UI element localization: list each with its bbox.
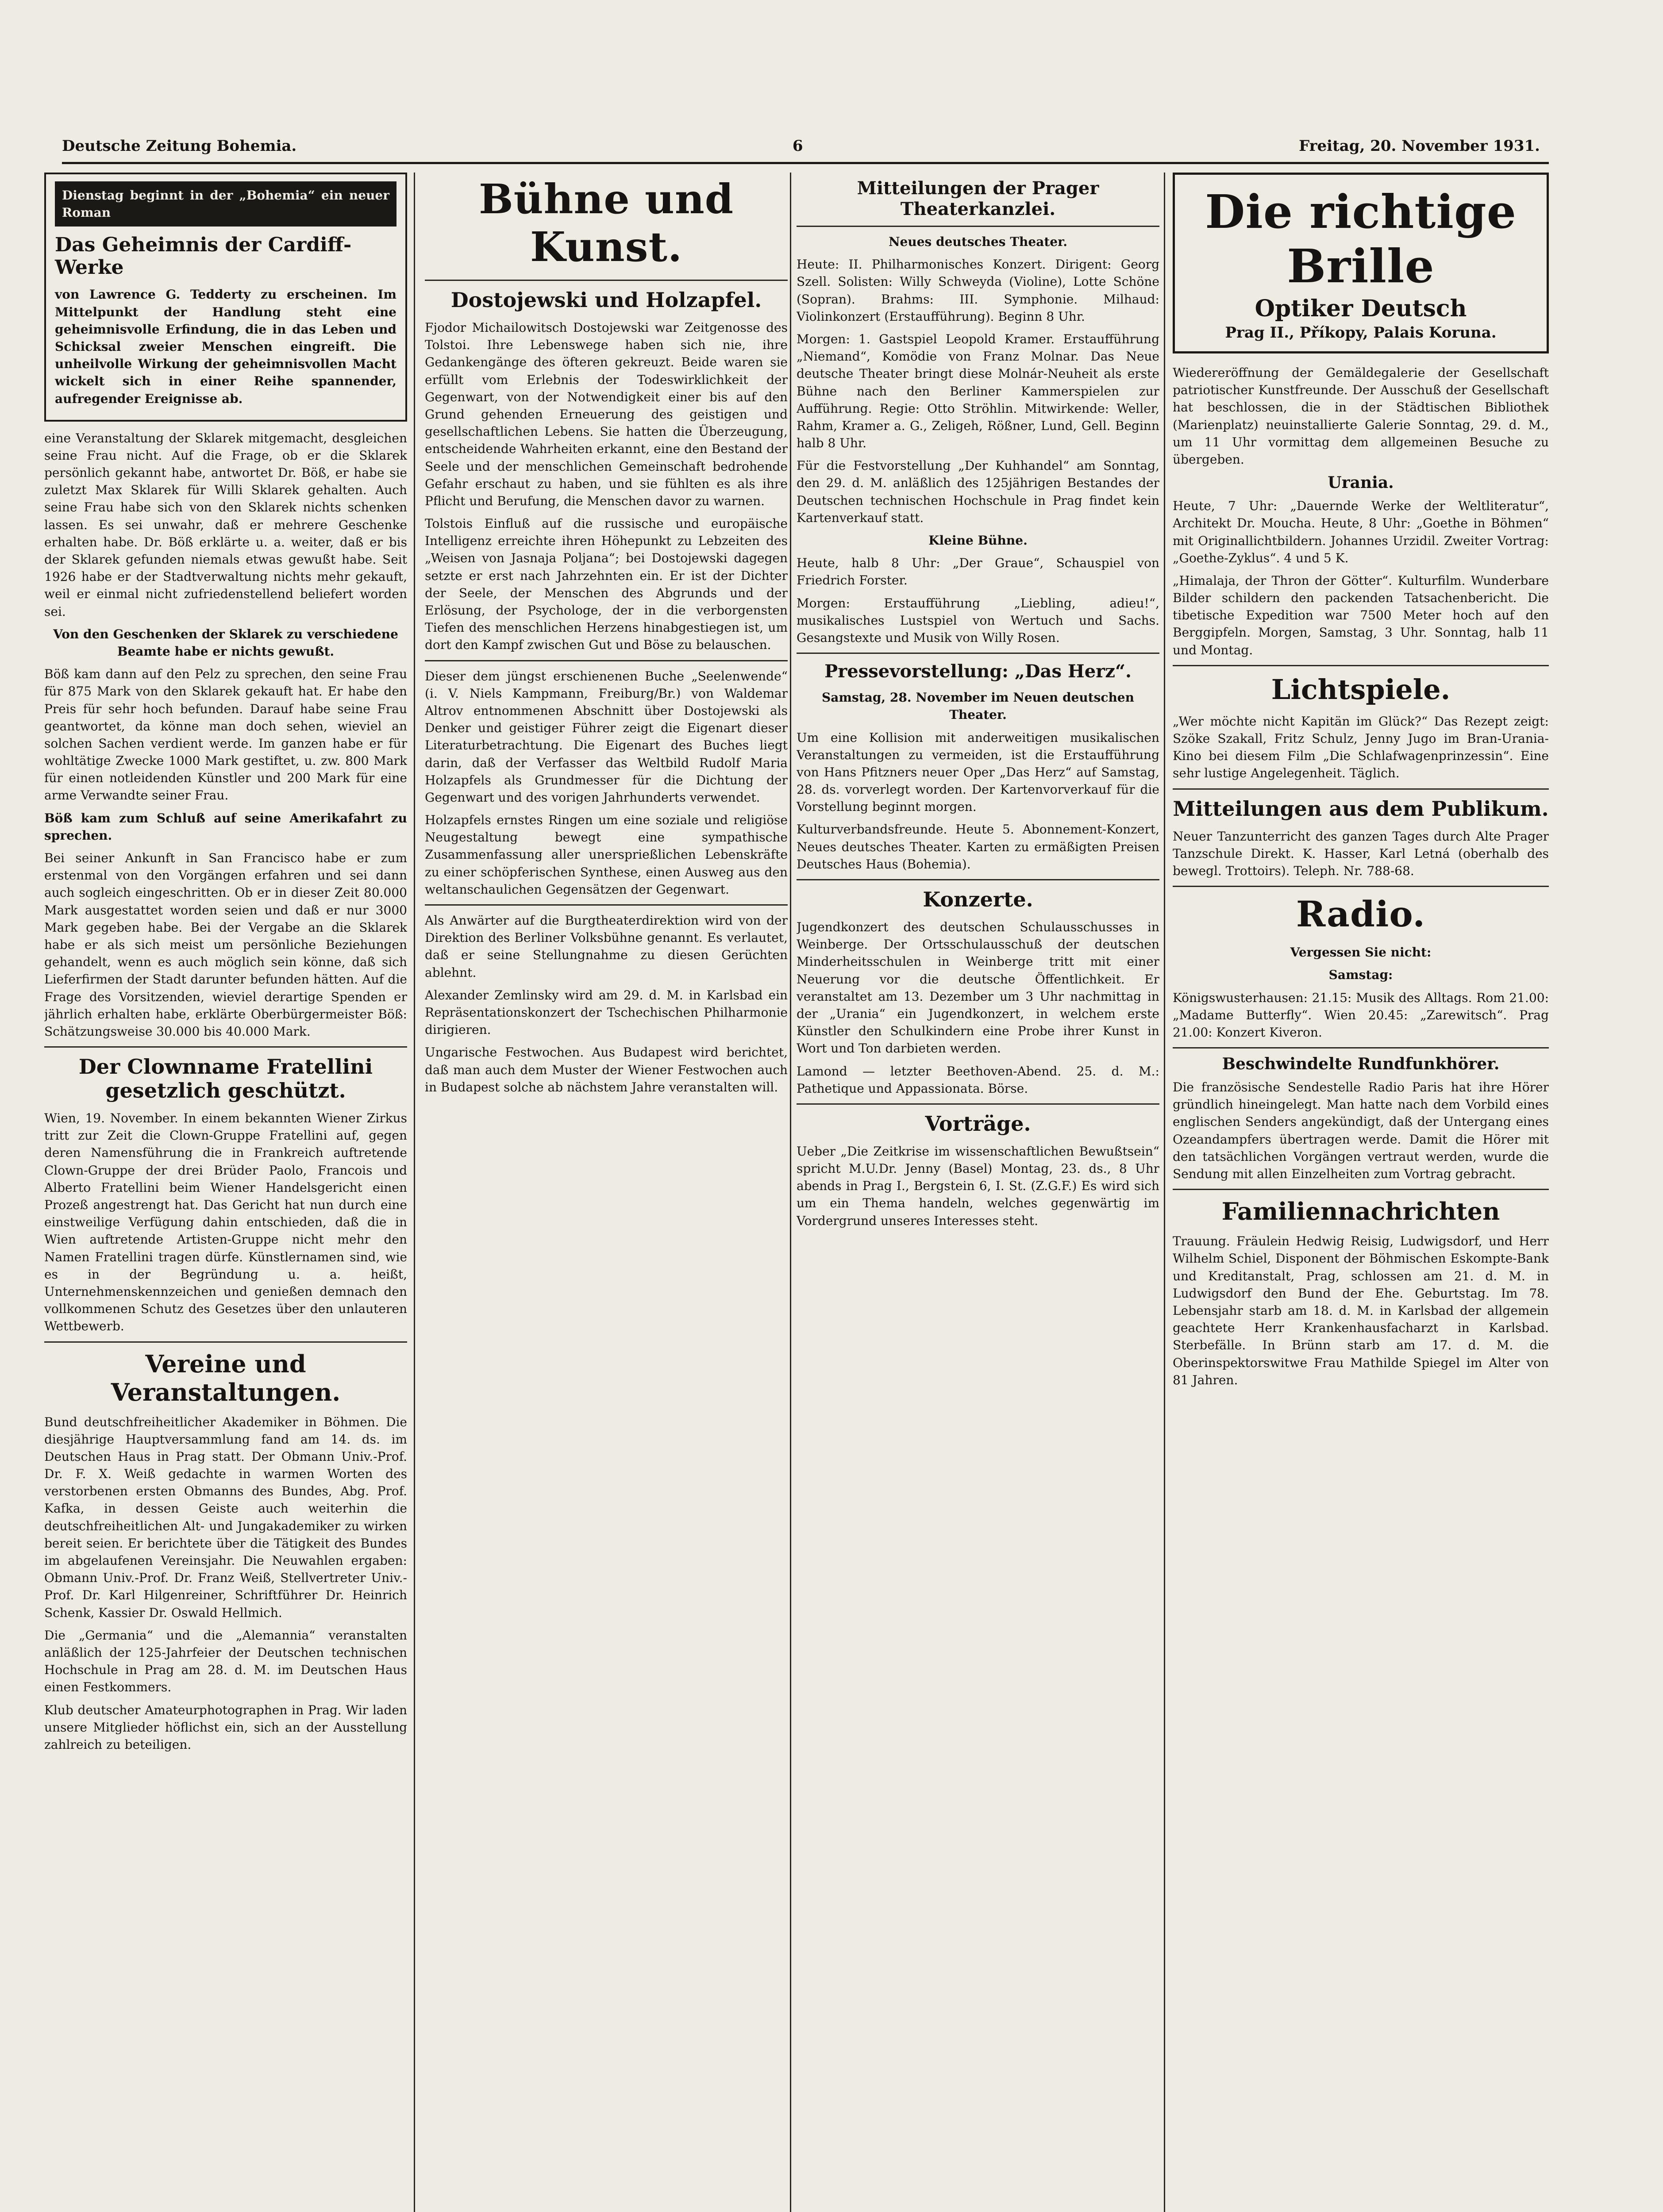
optician-advertisement: [1173, 173, 1549, 353]
column-4: [1173, 173, 1549, 2212]
section-headline: Konzerte.: [923, 887, 1033, 911]
column-2: [425, 173, 788, 2212]
header-rule: [62, 162, 1549, 164]
divider: [44, 1341, 407, 1343]
article-text: Bei seiner Ankunft in San Francisco habe er zum erstenmal von den Vorgängen erfahren und sei dann auch sogleich eingeschritten. Ob er in dieser Zeit 80.000 Mark ausgestattet worden seien und daß er nur 3000 Mark gegeben habe. Bei der Vergabe an die Sklarek habe er als sich meist um persönliche Beziehungen gehandelt, wenn es auch möglich sein könne, daß sich Lieferfirmen der Stadt darunter befunden hätten. Auf die Frage des Vorsitzenden, wieviel derartige Spenden er jährlich erhalten habe, erklärte Oberbürgermeister Böß: Schätzungsweise 30.000 bis 40.000 Mark.: [44, 851, 407, 1039]
notice-text: Neuer Tanzunterricht des ganzen Tages durch Alte Prager Tanzschule Direkt. K. Hasser, Karl Letná (oberhalb des bewegl. Trottoirs). Teleph. Nr. 788-68.: [1173, 829, 1549, 878]
novel-title: Das Geheimnis der Cardiff-Werke: [55, 234, 352, 279]
section-headline: Urania.: [1328, 473, 1394, 492]
article-subhead: Samstag, 28. November im Neuen deutschen Theater.: [822, 690, 1134, 722]
page-number: 6: [792, 137, 803, 155]
divider: [797, 226, 1159, 227]
radio-subhead: Vergessen Sie nicht:: [1290, 945, 1432, 960]
article-text: Lamond — letzter Beethoven-Abend. 25. d. M.: Pathetique und Appassionata. Börse.: [797, 1064, 1159, 1096]
clown-text: Wien, 19. November. In einem bekannten Wiener Zirkus tritt zur Zeit die Clown-Gruppe Fratellini auf, gegen deren Namensführung die in Frankreich auftretende Clown-Gruppe der drei Brüder Paolo, Francois und Alberto Fratellini beim Wiener Handelsgericht einen Prozeß angestrengt hat. Das Gericht hat nun durch eine einstweilige Verfügung dahin entschieden, daß die in Wien auftretende Artisten-Gruppe nicht mehr den Namen Fratellini tragen dürfe. Künstlernamen sind, wie es in der Begründung u. a. heißt, Unternehmenskennzeichen und genießen demnach den vollkommenen Schutz des Gesetzes über den unlauteren Wettbewerb.: [44, 1111, 407, 1334]
novel-announcement: [44, 173, 407, 422]
paper-name: Deutsche Zeitung Bohemia.: [62, 137, 297, 155]
theater-item: Heute, halb 8 Uhr: „Der Graue“, Schauspiel von Friedrich Forster.: [797, 556, 1159, 588]
article-headline: Pressevorstellung: „Das Herz“.: [824, 661, 1132, 682]
announcement-line: Dienstag beginnt in der „Bohemia“ ein neuer Roman: [55, 181, 397, 227]
section-title: Bühne und Kunst.: [478, 175, 734, 271]
article-text: eine Veranstaltung der Sklarek mitgemacht, desgleichen seine Frau nicht. Auf die Frage, ob er die Sklarek persönlich gekannt habe, antwortet Dr. Böß, er habe sie zuletzt Max Sklarek für Willi Sklarek gehalten. Auch seine Frau habe sich von den Sklarek nichts schenken lassen. Es sei unwahr, daß er mehrere Geschenke erhalten habe. Dr. Böß erklärte u. a. weiter, daß er bis der Sklarek gefunden niemals etwas gewußt habe. Seit 1926 habe er der Stadtverwaltung nichts mehr gekauft, weil er einmal nicht zufriedenstellend beliefert worden sei.: [44, 430, 407, 619]
article-text: Böß kam dann auf den Pelz zu sprechen, den seine Frau für 875 Mark von den Sklarek gekauft hat. Er habe den Preis für sehr hoch befunden. Darauf habe seine Frau geantwortet, da könne man doch sehen, wieviel an solchen Sachen verdient werde. Im ganzen habe er für wohltätige Zwecke 1000 Mark gestiftet, u. zw. 800 Mark für einen notleidenden Künstler und 200 Mark für eine arme Verwandte seiner Frau.: [44, 667, 407, 803]
theater-item: Morgen: 1. Gastspiel Leopold Kramer. Erstaufführung „Niemand“, Komödie von Franz Molnar. Das Neue deutsche Theater bringt diese Molnár-Neuheit als erste Bühne nach den Berliner Kammerspielen zur Aufführung. Regie: Otto Ströhlin. Mitwirkende: Weller, Rahm, Kramer a. G., Zeligeh, Rößner, Lund, Gell. Beginn halb 8 Uhr.: [797, 331, 1159, 451]
ad-address: Prag II., Příkopy, Palais Koruna.: [1225, 324, 1497, 342]
vereine-text: Klub deutscher Amateurphotographen in Prag. Wir laden unsere Mitglieder höflichst ein, sich an der Ausstellung zahlreich zu beteiligen.: [44, 1702, 407, 1752]
section-headline: Familiennachrichten: [1221, 1197, 1500, 1226]
article-text: Fjodor Michailowitsch Dostojewski war Zeitgenosse des Tolstoi. Ihre Lebenswege haben sich nie, ihre Gedankengänge des öfteren gekreuzt. Beide waren sie erfüllt vom Erlebnis der Todeswirklichkeit der Gegenwart, von der Notwendigkeit einer bis auf den Grund gehenden Erneuerung des geistigen und gesellschaftlichen Lebens. Sie hatten die Überzeugung, entscheidende Wahrheiten erkannt, eine den Bestand der Seele und der menschlichen Gemeinschaft bedrohende Gefahr erschaut zu haben, und sie fühlten es als ihre Pflicht und Berufung, die Menschen davor zu warnen.: [425, 320, 788, 508]
section-headline: Mitteilungen aus dem Publikum.: [1173, 796, 1549, 821]
news-item: Als Anwärter auf die Burgtheaterdirektion wird von der Direktion des Berliner Volksbühne genannt. Es verlautet, daß er seine Stellungnahme zu diesen Gerüchten ablehnt.: [425, 913, 788, 980]
divider: [797, 653, 1159, 654]
article-text: Holzapfels ernstes Ringen um eine soziale und religiöse Neugestaltung bewegt eine sympathische Zusammenfassung aller unersprießlichen Lebenskräfte zu einer schöpferischen Synthese, einen Ausweg aus den weltanschaulichen Gegensätzen der Gegenwart.: [425, 813, 788, 897]
divider: [425, 904, 788, 906]
article-text: Kulturverbandsfreunde. Heute 5. Abonnement-Konzert, Neues deutsches Theater. Karten zu ermäßigten Preisen Deutsches Haus (Bohemia).: [797, 822, 1159, 872]
vereine-text: Bund deutschfreiheitlicher Akademiker in Böhmen. Die diesjährige Hauptversammlung fand am 14. ds. im Deutschen Haus in Prag statt. Der Obmann Univ.-Prof. Dr. F. X. Weiß gedachte in warmen Worten des verstorbenen ersten Obmanns des Bundes, Abg. Prof. Kafka, in dessen Geiste auch weiterhin die deutschfreiheitlichen Alt- und Jungakademiker zu wirken bereit seien. Er berichtete über die Tätigkeit des Bundes im abgelaufenen Vereinsjahr. Die Neuwahlen ergaben: Obmann Univ.-Prof. Dr. Franz Weiß, Stellvertreter Univ.-Prof. Dr. Karl Hilgenreiner, Schriftführer Dr. Heinrich Schenk, Kassier Dr. Oswald Hellmich.: [44, 1414, 407, 1620]
column-divider: [414, 173, 415, 2212]
section-headline: Vorträge.: [925, 1111, 1031, 1136]
announcement-text: von Lawrence G. Tedderty zu erscheinen. Im Mittelpunkt der Handlung steht eine geheimnisvolle Erfindung, die in das Leben und Schicksal zweier Menschen eingreift. Die unheilvolle Wirkung der geheimnisvollen Macht wickelt sich in einer Reihe spannender, aufregender Ereignisse ab.: [55, 287, 397, 406]
notice-text: „Himalaja, der Thron der Götter“. Kulturfilm. Wunderbare Bilder schildern den packenden Tatsachenbericht. Die tibetische Expedition war 7500 Meter hoch auf den Berggipfeln. Morgen, Samstag, 3 Uhr. Sonntag, halb 11 und Montag.: [1173, 573, 1549, 657]
radio-listing: Königswusterhausen: 21.15: Musik des Alltags. Rom 21.00: „Madame Butterfly“. Wien 20.45: „Zarewitsch“. Prag 21.00: Konzert Kiveron.: [1173, 990, 1549, 1040]
article-text: Jugendkonzert des deutschen Schulausschusses in Weinberge. Der Ortsschulausschuß der deutschen Minderheitsschulen in Weinberge tritt mit einer Neuerung vor die deutsche Öffentlichkeit. Er veranstaltet am 13. Dezember um 3 Uhr nachmittag in der „Urania“ ein Jugendkonzert, in welchem erste Künstler den Schulkindern eine Probe ihrer Kunst in Wort und Ton darbieten werden.: [797, 920, 1159, 1056]
theater-name: Neues deutsches Theater.: [888, 234, 1068, 249]
divider: [1173, 886, 1549, 887]
divider: [1173, 665, 1549, 666]
column-divider: [790, 173, 791, 2212]
news-item: Alexander Zemlinsky wird am 29. d. M. in Karlsbad ein Repräsentationskonzert der Tschechischen Philharmonie dirigieren.: [425, 987, 788, 1037]
column-1: [44, 173, 407, 2212]
family-news: Trauung. Fräulein Hedwig Reisig, Ludwigsdorf, und Herr Wilhelm Schiel, Disponent der Böhmischen Eskompte-Bank und Kreditanstalt, Prag, schlossen am 21. d. M. in Ludwigsdorf den Bund der Ehe. Geburtstag. Im 78. Lebensjahr starb am 18. d. M. in Karlsbad der allgemein geachtete Herr Krankenhausfacharzt in Karlsbad. Sterbefälle. In Brünn starb am 17. d. M. die Oberinspektorswitwe Frau Mathilde Spiegel im Alter von 81 Jahren.: [1173, 1234, 1549, 1387]
vereine-text: Die „Germania“ und die „Alemannia“ veranstalten anläßlich der 125-Jahrfeier der Deutschen technischen Hochschule in Prag am 28. d. M. im Deutschen Haus einen Festkommers.: [44, 1628, 407, 1695]
section-headline: Radio.: [1296, 893, 1426, 935]
article-text: Ueber „Die Zeitkrise im wissenschaftlichen Bewußtsein“ spricht M.U.Dr. Jenny (Basel) Montag, 23. ds., 8 Uhr abends in Prag I., Bergstein 6, I. St. (Z.G.F.) Es wird sich um ein Thema handeln, welches gegenwärtig im Vordergrund unseres Interesses steht.: [797, 1144, 1159, 1228]
divider: [44, 1046, 407, 1048]
column-divider: [1164, 173, 1165, 2212]
notice-text: „Wer möchte nicht Kapitän im Glück?“ Das Rezept zeigt: Szöke Szakall, Fritz Schulz, Jenny Jugo im Bran-Urania-Kino bei diesem Film „Die Schlafwagenprinzessin“. Eine sehr lustige Angelegenheit. Täglich.: [1173, 714, 1549, 781]
vereine-headline: Vereine und Veranstaltungen.: [111, 1349, 341, 1406]
issue-date: Freitag, 20. November 1931.: [1299, 137, 1540, 155]
theater-item: Für die Festvorstellung „Der Kuhhandel“ am Sonntag, den 29. d. M. anläßlich des 125jährigen Bestandes der Deutschen technischen Hochschule in Prag findet kein Kartenverkauf statt.: [797, 458, 1159, 525]
section-headline: Lichtspiele.: [1271, 673, 1451, 706]
article-subhead: Böß kam zum Schluß auf seine Amerikafahrt zu sprechen.: [44, 810, 407, 843]
article-subhead: Von den Geschenken der Sklarek zu verschiedene Beamte habe er nichts gewußt.: [53, 626, 398, 659]
divider: [1173, 788, 1549, 790]
article-text: Dieser dem jüngst erschienenen Buche „Seelenwende“ (i. V. Niels Kampmann, Freiburg/Br.) von Waldemar Altrov entnommenen Abschnitt über Dostojewski als Denker und geistiger Führer zeigt die Eigenart dieser Literaturbetrachtung. Die Eigenart des Buches liegt darin, daß der Verfasser das Weltbild Rudolf Maria Holzapfels als Grundmesser für die Dichtung der Gegenwart und des vorigen Jahrhunderts verwendet.: [425, 668, 788, 805]
ad-subtitle: Optiker Deutsch: [1255, 295, 1467, 322]
article-text: Um eine Kollision mit anderweitigen musikalischen Veranstaltungen zu vermeiden, ist die Erstaufführung von Hans Pfitzners neuer Oper „Das Herz“ auf Samstag, 28. ds. vorverlegt worden. Der Kartenvorverkauf für die Vorstellung beginnt morgen.: [797, 730, 1159, 814]
notice-text: Die französische Sendestelle Radio Paris hat ihre Hörer gründlich hineingelegt. Man hatte nach dem Vorbild eines englischen Senders angekündigt, daß der Untergang eines Ozeandampfers übertragen werde. Damit die Hörer mit den tatsächlichen Vorgängen vertraut werden, wurde die Sendung mit allen Einzelheiten zum Vortrag gebracht.: [1173, 1080, 1549, 1181]
theater-item: Morgen: Erstaufführung „Liebling, adieu!“, musikalisches Lustspiel von Wertuch und Sachs. Gesangstexte und Musik von Willy Rosen.: [797, 595, 1159, 645]
section-title: Mitteilungen der Prager Theaterkanzlei.: [857, 178, 1099, 219]
theater-item: Heute: II. Philharmonisches Konzert. Dirigent: Georg Szell. Solisten: Willy Schweyda (Violine), Lotte Schöne (Sopran). Brahms: III. Symphonie. Milhaud: Violinkonzert (Erstaufführung). Beginn 8 Uhr.: [797, 257, 1159, 324]
section-headline: Beschwindelte Rundfunkhörer.: [1222, 1055, 1500, 1074]
news-item: Ungarische Festwochen. Aus Budapest wird berichtet, daß man auch dem Muster der Wiener Festwochen auch in Budapest solche ab nächstem Jahre veranstalten will.: [425, 1045, 788, 1094]
article-text: Tolstois Einfluß auf die russische und europäische Intelligenz erreichte ihren Höhepunkt zu Lebzeiten des „Weisen von Jasnaja Poljana“; bei Dostojewski dagegen setzte er erst nach Jahrzehnten ein. Er ist der Dichter der Seele, der Menschen des Abgrunds und der Erlösung, der Psychologe, der in die verborgensten Tiefen des menschlichen Herzens hinabgestiegen ist, um dort den Kampf zwischen Gut und Böse zu belauschen.: [425, 516, 788, 653]
divider: [425, 660, 788, 661]
divider: [797, 1103, 1159, 1105]
notice-text: Wiedereröffnung der Gemäldegalerie der Gesellschaft patriotischer Kunstfreunde. Der Ausschuß der Gesellschaft hat beschlossen, die in der Städtischen Bibliothek (Marienplatz) neuinstallierte Galerie Sonntag, 29. d. M., um 11 Uhr vormittag dem allgemeinen Besuche zu übergeben.: [1173, 365, 1549, 467]
ad-title: Die richtige Brille: [1205, 184, 1517, 293]
column-3: [797, 173, 1159, 2212]
clown-headline: Der Clownname Fratellini gesetzlich geschützt.: [78, 1055, 373, 1103]
radio-day: Samstag:: [1328, 968, 1393, 983]
page-header: [62, 133, 1540, 159]
divider: [1173, 1189, 1549, 1190]
divider: [797, 879, 1159, 880]
divider: [425, 280, 788, 281]
divider: [1173, 1047, 1549, 1048]
article-headline: Dostojewski und Holzapfel.: [450, 288, 762, 312]
notice-text: Heute, 7 Uhr: „Dauernde Werke der Weltliteratur“, Architekt Dr. Moucha. Heute, 8 Uhr: „Goethe in Böhmen“ mit Originallichtbildern. Johannes Urzidil. Zweiter Vortrag: „Goethe-Zyklus“. 4 und 5 K.: [1173, 499, 1549, 565]
theater-name: Kleine Bühne.: [928, 533, 1028, 548]
